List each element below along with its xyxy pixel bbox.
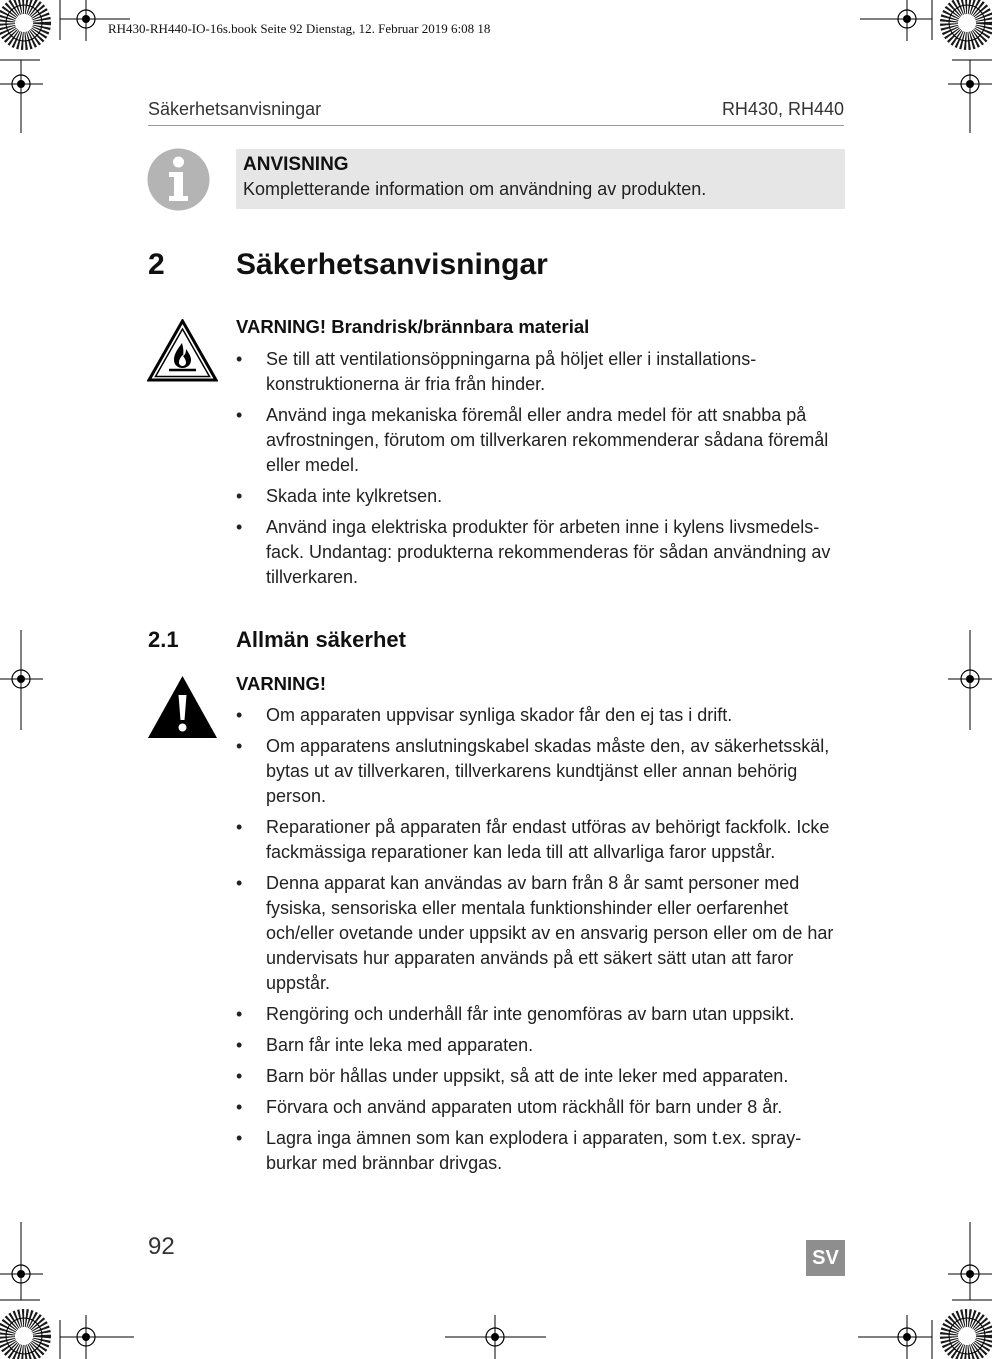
- list-item: • Använd inga mekaniska föremål eller andra medel för att snabba på avfrostningen, förutom om tillverkaren rekommenderar sådana föremål eller medel.: [236, 405, 829, 475]
- running-header-section: Säkerhetsanvisningar: [148, 99, 322, 119]
- note-text: Kompletterande information om användning av produkten.: [243, 179, 707, 199]
- list-item: • Om apparaten uppvisar synliga skador får den ej tas i drift.: [236, 703, 846, 728]
- bullet: •: [236, 1004, 243, 1024]
- general-warning-title: VARNING!: [236, 673, 327, 694]
- note-title: ANVISNING: [243, 154, 349, 175]
- bullet: •: [236, 349, 243, 369]
- header-divider: [148, 125, 844, 126]
- list-item: • Använd inga elektriska produkter för arbeten inne i kylens livsmedels-fack. Undantag: produkterna rekommenderas för sådan användning av tillverkaren.: [236, 517, 831, 587]
- language-badge: SV: [806, 1240, 845, 1276]
- bullet: •: [236, 1066, 243, 1086]
- list-item: • Om apparatens anslutningskabel skadas måste den, av säkerhetsskäl, bytas ut av tillverkaren, tillverkarens kundtjänst eller annan behörig person.: [236, 736, 830, 806]
- fire-warning-list: [236, 347, 846, 596]
- print-slug-line: RH430-RH440-IO-16s.book Seite 92 Dienstag, 12. Februar 2019 6:08 18: [108, 21, 491, 36]
- running-header-model: RH430, RH440: [721, 99, 844, 119]
- list-item: • Förvara och använd apparaten utom räckhåll för barn under 8 år.: [236, 1095, 846, 1120]
- list-item: • Denna apparat kan användas av barn från 8 år samt personer med fysiska, sensoriska eller mentala funktionshinder eller oerfarenhet och/eller ovetande under uppsikt av en ansvarig person eller om de har undervisats hur apparaten används på ett säkert sätt utan att faror uppstår.: [236, 873, 834, 993]
- list-item: • Skada inte kylkretsen.: [236, 484, 846, 509]
- flammable-warning-icon: [147, 319, 218, 382]
- subsection-number: 2.1: [148, 627, 179, 652]
- bullet: •: [236, 736, 243, 756]
- section-title: Säkerhetsanvisningar: [236, 248, 548, 281]
- warning-triangle-icon: [147, 675, 218, 739]
- list-item: • Barn bör hållas under uppsikt, så att de inte leker med apparaten.: [236, 1064, 846, 1089]
- bullet: •: [236, 486, 243, 506]
- note-box: [236, 149, 845, 209]
- bullet: •: [236, 1035, 243, 1055]
- bullet: •: [236, 517, 243, 537]
- bullet: •: [236, 405, 243, 425]
- section-number: 2: [148, 248, 165, 281]
- list-item: • Lagra inga ämnen som kan explodera i apparaten, som t.ex. spray-burkar med brännbar drivgas.: [236, 1128, 802, 1173]
- info-icon: [147, 148, 210, 211]
- general-warning-list: [236, 703, 846, 1182]
- list-item: • Se till att ventilationsöppningarna på höljet eller i installations-konstruktionerna är fria från hinder.: [236, 349, 757, 394]
- fire-warning-title: VARNING! Brandrisk/brännbara material: [236, 316, 590, 337]
- bullet: •: [236, 705, 243, 725]
- bullet: •: [236, 1128, 243, 1148]
- bullet: •: [236, 817, 243, 837]
- subsection-title: Allmän säkerhet: [236, 627, 406, 652]
- list-item: • Reparationer på apparaten får endast utföras av behörigt fackfolk. Icke fackmässiga reparationer kan leda till att allvarliga faror uppstår.: [236, 817, 830, 862]
- page-number: 92: [148, 1233, 175, 1260]
- bullet: •: [236, 873, 243, 893]
- bullet: •: [236, 1097, 243, 1117]
- list-item: • Barn får inte leka med apparaten.: [236, 1033, 846, 1058]
- list-item: • Rengöring och underhåll får inte genomföras av barn utan uppsikt.: [236, 1002, 846, 1027]
